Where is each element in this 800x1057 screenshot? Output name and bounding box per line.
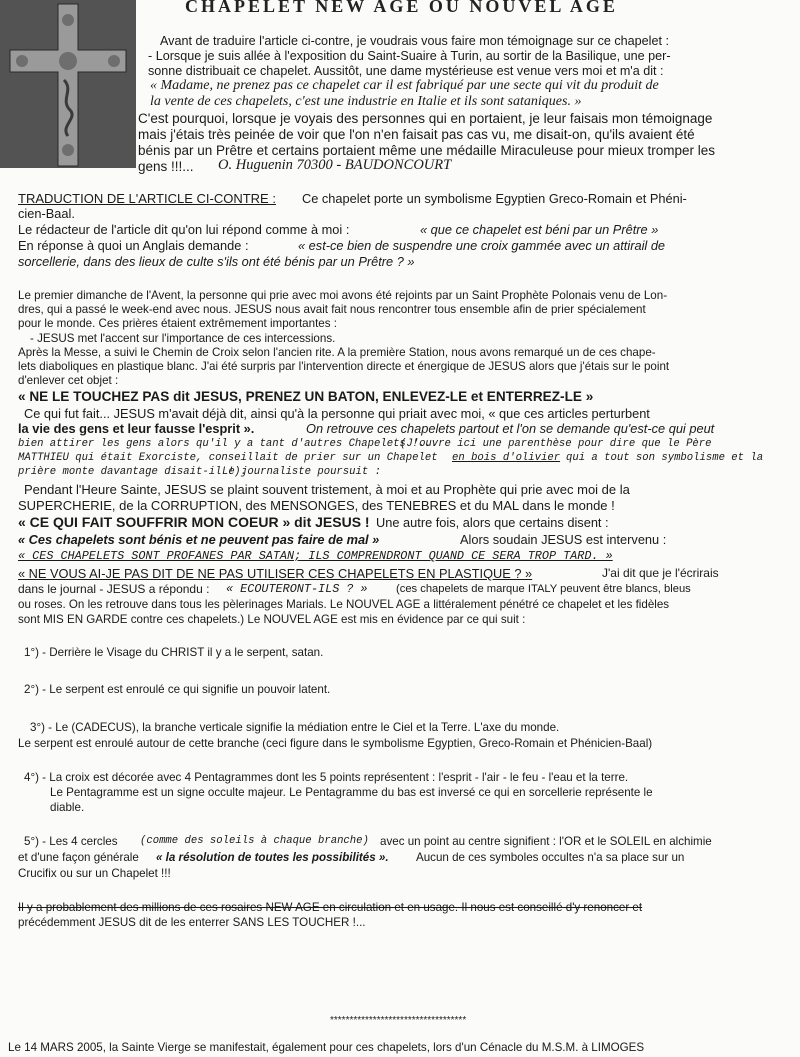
body-line: MATTHIEU qui était Exorciste, conseillait de prier sur un Chapelet bbox=[18, 452, 438, 464]
symbol-point: 2°) - Le serpent est enroulé ce qui signifie un pouvoir latent. bbox=[24, 683, 331, 696]
intro-line: C'est pourquoi, lorsque je voyais des personnes qui en portaient, je leur faisais mon témoignage bbox=[138, 111, 713, 126]
intro-line: mais j'étais très peinée de voir que l'on n'en faisait pas cas vu, me disait-on, qu'ils avaient été bbox=[138, 127, 695, 142]
symbol-point: diable. bbox=[50, 801, 85, 814]
body-line: Une autre fois, alors que certains disent : bbox=[376, 515, 609, 530]
body-line: « Ces chapelets sont bénis et ne peuvent pas faire de mal » bbox=[18, 532, 380, 547]
translation-quote: sorcellerie, dans des lieux de culte s'ils ont été bénis par un Prêtre ? » bbox=[18, 254, 415, 269]
translation-quote: « est-ce bien de suspendre une croix gammée avec un attirail de bbox=[298, 238, 666, 253]
cross-photo bbox=[0, 0, 136, 168]
intro-line: Avant de traduire l'article ci-contre, je voudrais vous faire mon témoignage sur ce chapelet : bbox=[160, 34, 669, 48]
translation-line: Ce chapelet porte un symbolisme Egyptien Greco-Romain et Phéni- bbox=[302, 191, 687, 206]
olive-wood-phrase: en bois d'olivier bbox=[452, 452, 561, 464]
body-line: dres, qui a passé le week-end avec nous. JESUS nous avait fait nous rencontrer tous ensemble afin de prier spécialement bbox=[18, 303, 646, 316]
jesus-quote: « CE QUI FAIT SOUFFRIR MON COEUR » dit JESUS ! bbox=[18, 514, 370, 530]
body-line: « ECOUTERONT-ILS ? » bbox=[226, 582, 368, 596]
symbol-point: Aucun de ces symboles occultes n'a sa place sur un bbox=[416, 851, 685, 864]
symbol-point: Le serpent est enroulé autour de cette branche (ceci figure dans le symbolisme Egyptien, Greco-Romain et Phénicien-Baal) bbox=[18, 737, 653, 750]
jesus-warning: « NE VOUS AI-JE PAS DIT DE NE PAS UTILISER CES CHAPELETS EN PLASTIQUE ? » bbox=[18, 566, 533, 581]
body-line: (J'ouvre ici une parenthèse pour dire que le Père bbox=[400, 438, 712, 450]
body-line: prière monte davantage disait-il !). bbox=[18, 466, 247, 478]
intro-quote-line: « Madame, ne prenez pas ce chapelet car il est fabriqué par une secte qui vit du produit de bbox=[150, 78, 659, 93]
body-line: SUPERCHERIE, de la CORRUPTION, des MENSONGES, des TENEBRES et du MAL dans le monde ! bbox=[18, 498, 615, 513]
translation-heading: TRADUCTION DE L'ARTICLE CI-CONTRE : bbox=[18, 191, 276, 206]
intro-line: sonne distribuait ce chapelet. Aussitôt, une dame mystérieuse est venue vers moi et m'a dit : bbox=[148, 64, 664, 78]
intro-line: gens !!!... bbox=[138, 159, 194, 174]
body-line: la vie des gens et leur fausse l'esprit ». bbox=[18, 421, 255, 436]
body-line: J'ai dit que je l'écrirais bbox=[602, 566, 719, 580]
body-line: d'enlever cet objet : bbox=[18, 374, 119, 387]
symbol-point: 1°) - Derrière le Visage du CHRIST il y a le serpent, satan. bbox=[24, 646, 324, 659]
intro-quote-line: la vente de ces chapelets, c'est une industrie en Italie et ils sont sataniques. » bbox=[150, 94, 582, 109]
body-line: dans le journal - JESUS a répondu : bbox=[18, 582, 210, 596]
body-line: On retrouve ces chapelets partout et l'on se demande qu'est-ce qui peut bbox=[306, 421, 715, 436]
jesus-command: « NE LE TOUCHEZ PAS dit JESUS, PRENEZ UN BATON, ENLEVEZ-LE et ENTERREZ-LE » bbox=[18, 389, 594, 404]
intro-line: bénis par un Prêtre et certains portaient même une médaille Miraculeuse pour mieux tromper les bbox=[138, 143, 716, 158]
translation-line: Le rédacteur de l'article dit qu'on lui répond comme à moi : bbox=[18, 222, 350, 237]
footer-line: Le 14 MARS 2005, la Sainte Vierge se manifestait, également pour ces chapelets, lors d'un Cénacle du M.S.M. à LIMOGES bbox=[8, 1041, 645, 1054]
body-line: pour le monde. Ces prières étaient extrêmement importantes : bbox=[18, 317, 337, 330]
body-line: Le premier dimanche de l'Avent, la personne qui prie avec moi avons été rejoints par un Saint Prophète Polonais venu de Lon- bbox=[18, 289, 668, 302]
body-line: - JESUS met l'accent sur l'importance de ces intercessions. bbox=[30, 332, 336, 345]
translation-quote: « que ce chapelet est béni par un Prêtre » bbox=[420, 222, 659, 237]
closing-line: Il y a probablement des millions de ces rosaires NEW AGE en circulation et en usage. Il nous est conseillé d'y renoncer et bbox=[18, 901, 643, 914]
symbol-point: avec un point au centre signifient : l'OR et le SOLEIL en alchimie bbox=[380, 835, 712, 848]
symbol-point: 4°) - La croix est décorée avec 4 Pentagrammes dont les 5 points représentent : l'esprit - l'air - le feu - l'eau et la terre. bbox=[24, 771, 629, 784]
translation-line: cien-Baal. bbox=[18, 206, 75, 221]
intro-signature: O. Huguenin 70300 - BAUDONCOURT bbox=[218, 157, 452, 173]
body-line: qui a tout son symbolisme et la bbox=[566, 452, 764, 464]
body-line: Alors soudain JESUS est intervenu : bbox=[460, 532, 667, 547]
body-line: lets diaboliques en plastique blanc. J'ai été surpris par l'intervention directe et énergique de JESUS alors que j'étais sur le point bbox=[18, 360, 670, 373]
body-line: ou roses. On les retrouve dans tous les pèlerinages Marials. Le NOUVEL AGE a littéralement pénétré ce chapelet et les fidèles bbox=[18, 598, 670, 611]
body-line: Ce qui fut fait... JESUS m'avait déjà dit, ainsi qu'à la personne qui priait avec moi, « que ces articles perturbent bbox=[24, 406, 650, 421]
body-line: Pendant l'Heure Sainte, JESUS se plaint souvent tristement, à moi et au Prophète qui prie avec moi de la bbox=[24, 482, 630, 497]
body-line: (ces chapelets de marque ITALY peuvent être blancs, bleus bbox=[396, 583, 691, 595]
symbol-point: (comme des soleils à chaque branche) bbox=[140, 835, 369, 847]
symbol-point: et d'une façon générale bbox=[18, 851, 139, 864]
body-line: Le journaliste poursuit : bbox=[222, 466, 381, 478]
document-title: CHAPELET NEW AGE OU NOUVEL AGE bbox=[185, 0, 618, 16]
body-line: bien attirer les gens alors qu'il y a tant d'autres Chapelets !... bbox=[18, 438, 438, 450]
intro-line: - Lorsque je suis allée à l'exposition du Saint-Suaire à Turin, au sortir de la Basilique, une per- bbox=[148, 49, 671, 63]
symbol-point: Le Pentagramme est un signe occulte majeur. Le Pentagramme du bas est inversé ce qui en sorcellerie représente le bbox=[50, 786, 653, 799]
closing-line: précédemment JESUS dit de les enterrer SANS LES TOUCHER !... bbox=[18, 916, 366, 929]
symbol-point: « la résolution de toutes les possibilités ». bbox=[156, 851, 389, 864]
translation-line: En réponse à quoi un Anglais demande : bbox=[18, 238, 249, 253]
jesus-warning: « CES CHAPELETS SONT PROFANES PAR SATAN; ILS COMPRENDRONT QUAND CE SERA TROP TARD. » bbox=[18, 549, 613, 563]
body-line: sont MIS EN GARDE contre ces chapelets.) Le NOUVEL AGE est mis en évidence par ce qui suit : bbox=[18, 613, 526, 626]
separator: *********************************** bbox=[330, 1015, 467, 1026]
symbol-point: 3°) - Le (CADECUS), la branche verticale signifie la médiation entre le Ciel et la Terre. L'axe du monde. bbox=[30, 721, 560, 734]
symbol-point: Crucifix ou sur un Chapelet !!! bbox=[18, 867, 171, 880]
symbol-point: 5°) - Les 4 cercles bbox=[24, 835, 118, 848]
body-line: Après la Messe, a suivi le Chemin de Croix selon l'ancien rite. A la première Station, nous avons remarqué un de ces chape- bbox=[18, 346, 656, 359]
